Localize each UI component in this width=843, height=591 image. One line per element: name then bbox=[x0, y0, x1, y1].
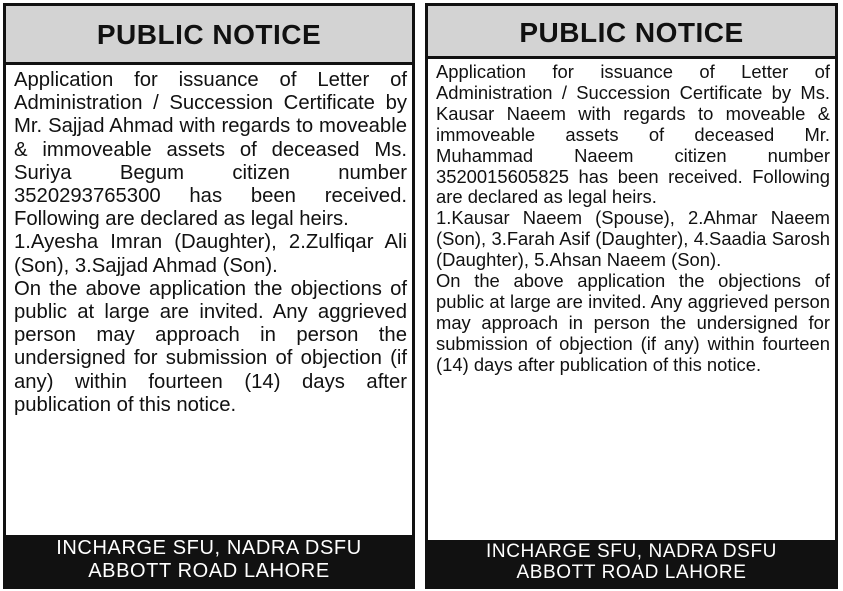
notice-body: Application for issuance of Letter of Administration / Succession Certificate by Mr. Sajjad Ahmad with regards to moveable & immoveable assets of deceased Ms. Suriya Begum citizen number 3520293765300 has been received. Following are declared as legal heirs. 1.Ayesha Imran (Daughter), 2.Zulfiqar Ali (Son), 3.Sajjad Ahmad (Son). On the above application the objections of public at large are invited. Any aggrieved person may approach in person the undersigned for submission of objection (if any) within fourteen (14) days after publication of this notice. bbox=[14, 69, 407, 416]
footer-line-1: INCHARGE SFU, NADRA DSFU bbox=[56, 537, 362, 559]
notice-footer bbox=[6, 535, 412, 586]
footer-line-2: ABBOTT ROAD LAHORE bbox=[88, 560, 330, 582]
notice-footer bbox=[428, 540, 835, 586]
notice-body: Application for issuance of Letter of Administration / Succession Certificate by Ms. Kausar Naeem with regards to moveable & immoveable assets of deceased Mr. Muhammad Naeem citizen number 3520015605825 has been received. Following are declared as legal heirs. 1.Kausar Naeem (Spouse), 2.Ahmar Naeem (Son), 3.Farah Asif (Daughter), 4.Saadia Sarosh (Daughter), 5.Ahsan Naeem (Son). On the above application the objections of public at large are invited. Any aggrieved person may approach in person the undersigned for submission of objection (if any) within fourteen (14) days after publication of this notice. bbox=[436, 61, 830, 375]
public-notice-left bbox=[3, 3, 415, 589]
notice-title: PUBLIC NOTICE bbox=[6, 6, 412, 65]
footer-line-2: ABBOTT ROAD LAHORE bbox=[516, 562, 747, 583]
notice-title: PUBLIC NOTICE bbox=[428, 6, 835, 59]
public-notice-right bbox=[425, 3, 838, 589]
footer-line-1: INCHARGE SFU, NADRA DSFU bbox=[486, 541, 777, 562]
